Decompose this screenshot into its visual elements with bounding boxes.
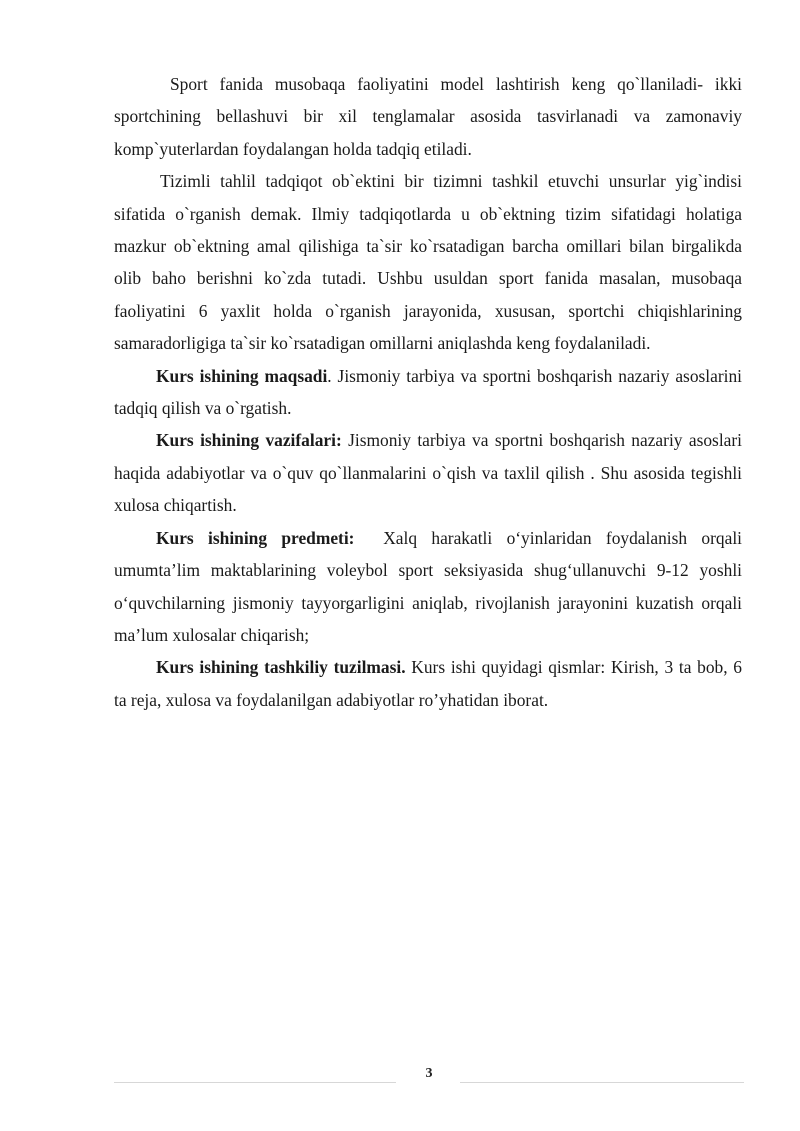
paragraph-heading: Kurs ishining predmeti: [156, 527, 355, 548]
paragraph-tasks [114, 424, 742, 521]
footer-divider-right [460, 1082, 744, 1083]
paragraph-heading: Kurs ishining vazifalari: [156, 430, 342, 451]
paragraph-text: Xalq harakatli o‘yinlaridan foydalanish orqali umumta’lim maktablarining voleybol sport seksiyasida shug‘ullanuvchi 9-12 yoshli o‘quvchilarning jismoniy tayyorgarligini aniqlab, rivojlanish jarayonini kuzatish orqali ma’lum xulosalar chiqarish; [114, 527, 747, 645]
paragraph-structure [114, 651, 742, 716]
paragraph-text: Jismoniy tarbiya va sportni boshqarish nazariy asoslari haqida adabiyotlar va o`quv qo`llanmalarini o`qish va taxlil qilish . Shu asosida tegishli xulosa chiqartish. [114, 430, 742, 516]
paragraph-text: Sport fanida musobaqa faoliyatini model lashtirish keng qo`llaniladi- ikki sportchining bellashuvi bir xil tenglamalar asosida tasvirlanadi va zamonaviy komp`yuterlardan foydalangan holda tadqiq etiladi. [114, 74, 742, 159]
paragraph-heading: Kurs ishining tashkiliy tuzilmasi. [156, 657, 406, 678]
paragraph-text: Tizimli tahlil tadqiqot ob`ektini bir tizimni tashkil etuvchi unsurlar yig`indisi sifatida o`rganish demak. Ilmiy tadqiqotlarda u ob`ektning tizim sifatidagi holatiga mazkur ob`ektning amal qilishiga ta`sir ko`rsatadigan barcha omillari bilan birgalikda olib baho berishni ko`zda tutadi. Ushbu usuldan sport fanida masalan, musobaqa faoliyatini 6 yaxlit holda o`rganish jarayonida, xususan, sportchi chiqishlarining samaradorligiga ta`sir ko`rsatadigan omillarni aniqlashda keng foydalaniladi. [114, 171, 742, 354]
paragraph-text: Kurs ishi quyidagi qismlar: Kirish, 3 ta bob, 6 ta reja, xulosa va foydalanilgan adabiyotlar ro’yhatidan iborat. [114, 657, 743, 710]
paragraph-text: . Jismoniy tarbiya va sportni boshqarish nazariy asoslarini tadqiq qilish va o`rgatish. [114, 365, 742, 419]
page-footer [114, 1066, 744, 1084]
paragraph-modeling [114, 68, 742, 165]
paragraph-heading: Kurs ishining maqsadi [156, 365, 328, 386]
page-number: 3 [425, 1066, 433, 1081]
paragraph-subject [114, 522, 747, 652]
footer-divider-left [114, 1082, 396, 1083]
paragraph-system-analysis [114, 165, 742, 359]
paragraph-goal [114, 360, 742, 425]
document-body [114, 68, 747, 716]
